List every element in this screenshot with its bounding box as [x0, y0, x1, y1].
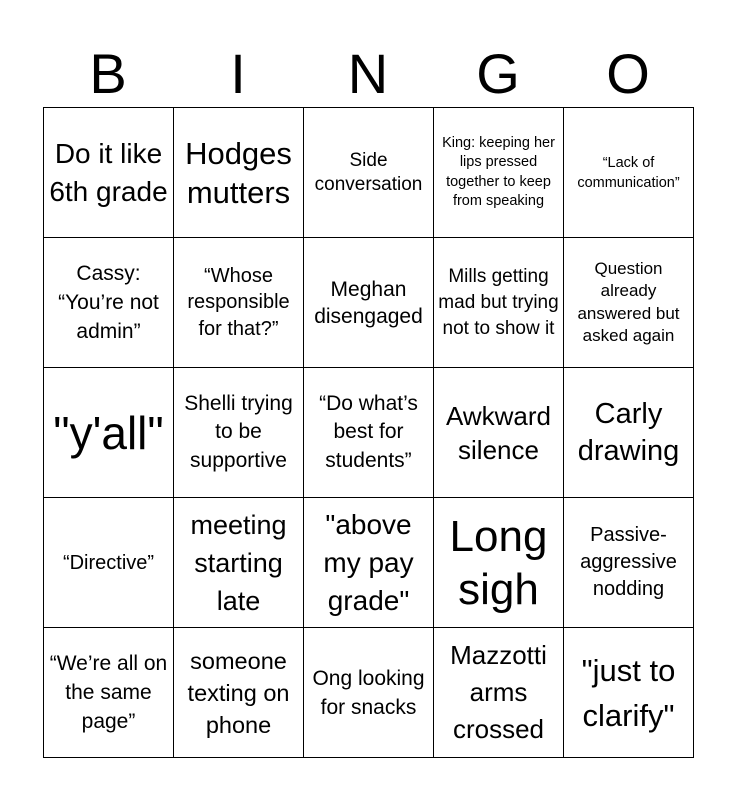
- cell-text: “Do what’s best for students”: [319, 391, 418, 472]
- cell-text: “Lack of communication”: [577, 154, 680, 191]
- cell-text: someone texting on phone: [187, 647, 290, 738]
- cell-text: meeting starting late: [190, 509, 287, 616]
- cell-text: Hodges mutters: [185, 135, 292, 210]
- cell-text: King: keeping her lips pressed together to keep from speaking: [442, 134, 555, 209]
- cell-text: Question already answered but asked again: [577, 258, 680, 345]
- board-row: [44, 498, 694, 628]
- bingo-cell[interactable]: [174, 238, 304, 368]
- bingo-cell[interactable]: [304, 368, 434, 498]
- bingo-cell[interactable]: [564, 628, 694, 758]
- cell-text: Passive-aggressive nodding: [580, 524, 677, 600]
- bingo-cell[interactable]: [434, 628, 564, 758]
- bingo-cell[interactable]: [174, 498, 304, 628]
- cell-text: Long sigh: [449, 511, 548, 614]
- cell-text: Shelli trying to be supportive: [184, 391, 293, 472]
- cell-text: Do it like 6th grade: [49, 137, 168, 207]
- cell-text: Meghan disengaged: [314, 277, 423, 328]
- cell-text: “Whose responsible for that?”: [187, 264, 290, 340]
- bingo-board: [43, 107, 694, 758]
- cell-text: “We’re all on the same page”: [49, 652, 168, 733]
- bingo-cell[interactable]: [44, 498, 174, 628]
- header-letter-n: N: [347, 42, 389, 105]
- bingo-cell[interactable]: [564, 108, 694, 238]
- cell-text: Carly drawing: [577, 397, 680, 467]
- board-row: [44, 108, 694, 238]
- bingo-cell[interactable]: [44, 628, 174, 758]
- bingo-cell[interactable]: [174, 368, 304, 498]
- bingo-cell[interactable]: [564, 368, 694, 498]
- header-letter-b: B: [89, 42, 127, 105]
- bingo-cell[interactable]: [44, 368, 174, 498]
- board-row: [44, 238, 694, 368]
- bingo-cell[interactable]: [44, 238, 174, 368]
- bingo-cell[interactable]: [44, 108, 174, 238]
- bingo-cell[interactable]: [564, 238, 694, 368]
- cell-text: Awkward silence: [445, 400, 551, 465]
- header-letter-i: I: [230, 42, 246, 105]
- bingo-cell[interactable]: [434, 498, 564, 628]
- bingo-cell[interactable]: [564, 498, 694, 628]
- bingo-cell[interactable]: [434, 368, 564, 498]
- cell-text: Mazzotti arms crossed: [450, 640, 547, 744]
- bingo-cell[interactable]: [304, 628, 434, 758]
- header-letter-o: O: [606, 42, 650, 105]
- bingo-cell[interactable]: [304, 238, 434, 368]
- cell-text: "y'all": [53, 406, 164, 459]
- bingo-cell[interactable]: [174, 108, 304, 238]
- bingo-cell[interactable]: [304, 498, 434, 628]
- bingo-cell[interactable]: [174, 628, 304, 758]
- cell-text: Mills getting mad but trying not to show it: [438, 265, 559, 339]
- cell-text: Ong looking for snacks: [312, 666, 425, 719]
- bingo-cell[interactable]: [434, 108, 564, 238]
- cell-text: Side conversation: [314, 149, 423, 195]
- board-row: [44, 628, 694, 758]
- board-row: [44, 368, 694, 498]
- cell-text: “Directive”: [62, 551, 155, 574]
- cell-text: "above my pay grade": [323, 508, 414, 616]
- header-letter-g: G: [476, 42, 520, 105]
- bingo-cell[interactable]: [304, 108, 434, 238]
- cell-text: "just to clarify": [581, 652, 676, 733]
- bingo-header: [43, 40, 693, 108]
- bingo-cell[interactable]: [434, 238, 564, 368]
- cell-text: Cassy: “You’re not admin”: [58, 262, 159, 343]
